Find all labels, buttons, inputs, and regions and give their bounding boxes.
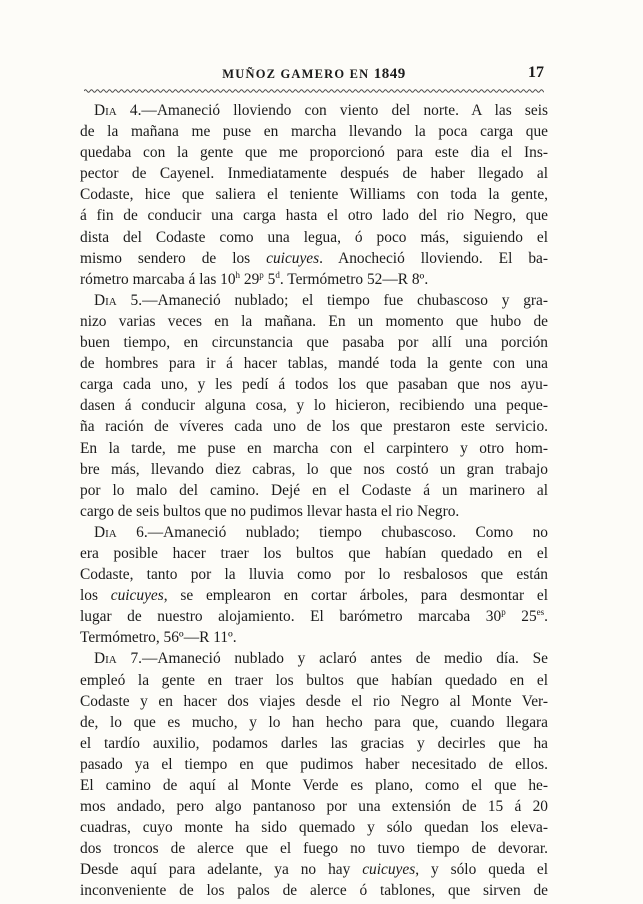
- text-line: era posible hacer traer los bultos que habían quedado en el: [80, 544, 548, 562]
- running-title: [84, 66, 544, 83]
- text-line: á fin de conducir una carga hasta el otro lado del rio Negro, que: [80, 207, 548, 225]
- entry-day-label: Dia 5.: [94, 291, 143, 309]
- text-line: pasado ya el tiempo en que pudimos haber necesitado de ellos.: [80, 755, 548, 773]
- text-line: Dia 7.—Amaneció nublado y aclaró antes de medio día. Se: [94, 650, 548, 668]
- running-title-year: 1849: [373, 66, 406, 82]
- text-line: de hombres para ir á hacer tablas, mandé toda la gente con una: [80, 355, 548, 373]
- italic-term: cuicuyes: [266, 249, 320, 267]
- text-line: Dia 6.—Amaneció nublado; tiempo chubascoso. Como no: [94, 523, 548, 541]
- italic-term: cuicuyes: [110, 587, 164, 605]
- page-number: 17: [528, 64, 544, 81]
- text-line: Codaste, hice que saliera el teniente Williams con toda la gente,: [80, 186, 548, 204]
- text-line: mismo sendero de los cuicuyes. Anocheció lloviendo. El ba-: [80, 249, 548, 267]
- running-title-text: MUÑOZ GAMERO EN: [222, 67, 370, 81]
- entry-dia-7: [80, 648, 548, 901]
- text-line: El camino de aquí al Monte Verde es plano, como el que he-: [80, 777, 548, 794]
- text-line: Dia 5.—Amaneció nublado; el tiempo fue chubascoso y gra-: [94, 291, 548, 309]
- text-line: rómetro marcaba á las 10$^h$ 29$^p$ 5$^d$. Termómetro 52—R 8º.: [80, 269, 429, 288]
- text-line: dasen á conducir alguna cosa, y lo hicieron, recibiendo una peque-: [80, 397, 548, 415]
- entry-dia-6: [80, 522, 548, 649]
- running-head: [84, 66, 544, 86]
- text-line: cuadras, cuyo monte ha sido quemado y sólo quedan los eleva-: [80, 819, 548, 837]
- entry-dia-4: [80, 100, 548, 290]
- text-line: carga cada uno, y les pedí á todos los que pasaban que nos ayu-: [80, 376, 548, 394]
- text-line: inconveniente de los palos de alerce ó tablones, que sirven de: [80, 882, 548, 900]
- text-line: de la mañana me puse en marcha llevando la poca carga que: [80, 123, 548, 141]
- page-body: [80, 100, 548, 902]
- text-line: En la tarde, me puse en marcha con el carpintero y otro hom-: [80, 439, 548, 457]
- text-line: ña ración de víveres cada uno de los que prestaron este servicio.: [80, 418, 548, 436]
- text-line: quedaba con la gente que me proporcionó para este dia el Ins-: [80, 144, 548, 162]
- text-line: lugar de nuestro alojamiento. El barómetro marcaba 30$^p$ $25^{es}$.: [80, 607, 548, 626]
- entry-dia-5: [80, 290, 548, 522]
- text-line: dos troncos de alerce que el fuego no tuvo tiempo de devorar.: [80, 840, 548, 858]
- text-line: cargo de seis bultos que no pudimos llevar hasta el rio Negro.: [80, 502, 460, 520]
- text-line: Codaste, tanto por la lluvia como por lo resbalosos que están: [80, 566, 548, 584]
- text-line: el tardío auxilio, podamos darles las gracias y decirles que ha: [80, 734, 548, 752]
- text-line: los cuicuyes, se emplearon en cortar árboles, para desmontar el: [80, 587, 548, 605]
- text-line: Desde aquí para adelante, ya no hay cuicuyes, y sólo queda el: [80, 861, 548, 879]
- text-line: Termómetro, 56º—R 11º.: [80, 629, 237, 647]
- text-line: nizo varias veces en la mañana. En un momento que hubo de: [80, 312, 548, 330]
- text-line: Dia 4.—Amaneció lloviendo con viento del norte. A las seis: [94, 102, 548, 119]
- text-line: pector de Cayenel. Inmediatamente después de haber llegado al: [80, 165, 548, 183]
- italic-term: cuicuyes: [362, 861, 416, 879]
- text-line: empleó la gente en traer los bultos que habían quedado en el: [80, 671, 548, 689]
- entry-day-label: Dia 6.: [94, 523, 148, 541]
- text-line: bre más, llevando diez cabras, lo que nos costó un gran trabajo: [80, 460, 548, 478]
- text-line: buen tiempo, en circunstancia que pasaba por allí una porción: [80, 334, 548, 352]
- wavy-rule-divider: [84, 88, 544, 94]
- text-line: por lo malo del camino. Dejé en el Codaste á un marinero al: [80, 481, 548, 499]
- text-line: Codaste y en hacer dos viajes desde el rio Negro al Monte Ver-: [80, 692, 548, 710]
- entry-day-label: Dia 4.: [94, 102, 142, 119]
- text-line: mos andado, pero algo pantanoso por una extensión de 15 á 20: [80, 798, 548, 816]
- entry-day-label: Dia 7.: [94, 650, 142, 668]
- text-line: de, lo que es mucho, y lo han hecho para que, cuando llegara: [80, 713, 548, 731]
- text-line: dista del Codaste como una legua, ó poco más, siguiendo el: [80, 228, 548, 246]
